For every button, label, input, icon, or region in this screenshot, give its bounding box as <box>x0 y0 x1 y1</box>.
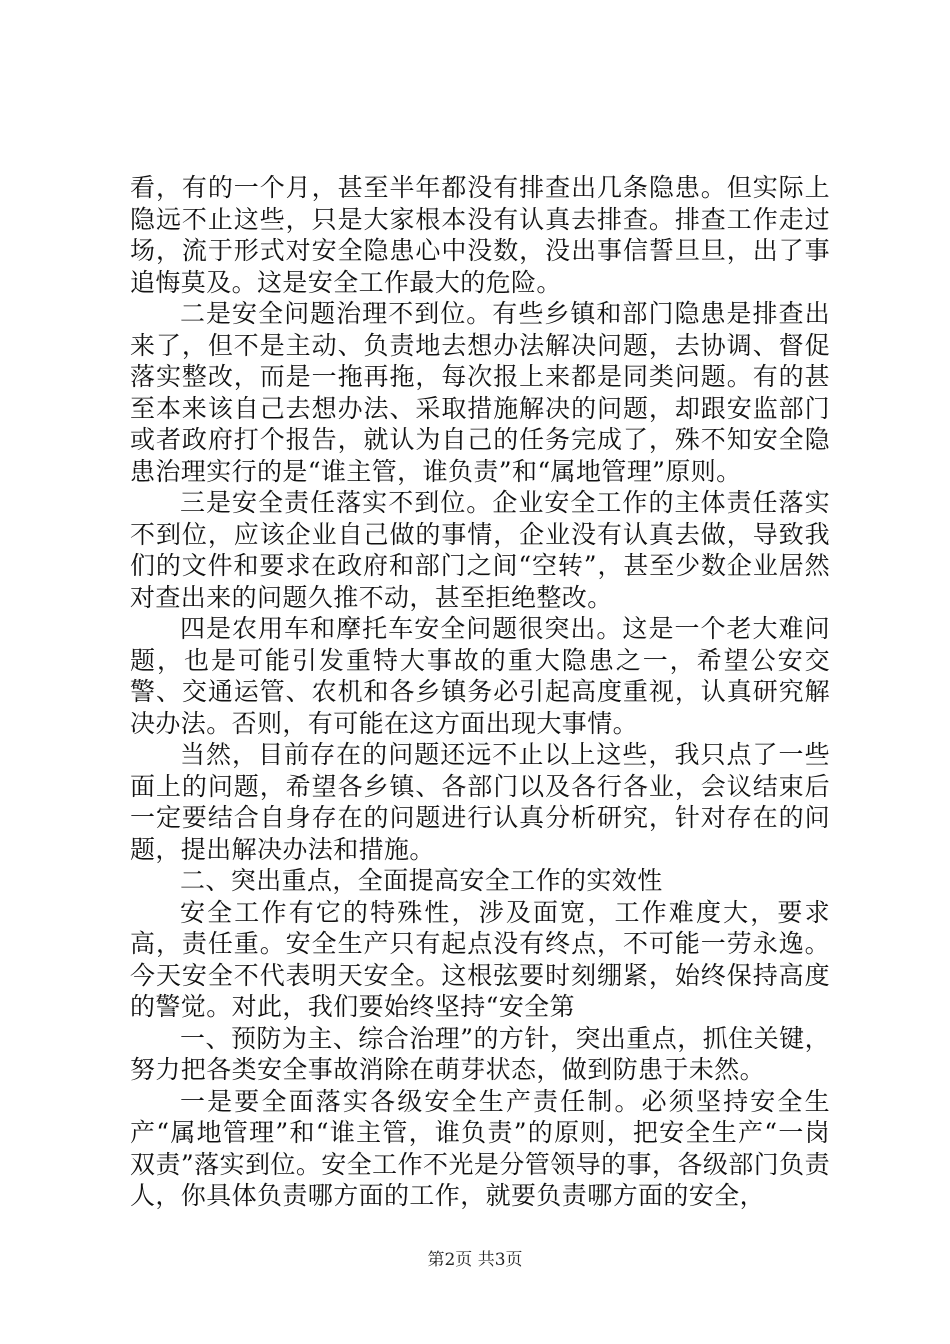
paragraph-2: 二是安全问题治理不到位。有些乡镇和部门隐患是排查出来了，但不是主动、负责地去想办法解决问题，去协调、督促落实整改，而是一拖再拖，每次报上来都是同类问题。有的甚至本来该自己去想办法、采取措施解决的问题，却跟安监部门或者政府打个报告，就认为自己的任务完成了，殊不知安全隐患治理实行的是“谁主管，谁负责”和“属地管理”原则。 <box>130 299 830 486</box>
paragraph-5: 当然，目前存在的问题还远不止以上这些，我只点了一些面上的问题，希望各乡镇、各部门以及各行各业，会议结束后一定要结合自身存在的问题进行认真分析研究，针对存在的问题，提出解决办法和措施。 <box>130 740 830 864</box>
paragraph-9: 一是要全面落实各级安全生产责任制。必须坚持安全生产“属地管理”和“谁主管，谁负责”的原则，把安全生产“一岗双责”落实到位。安全工作不光是分管领导的事，各级部门负责人，你具体负责哪方面的工作，就要负责哪方面的安全， <box>130 1086 830 1210</box>
paragraph-8: 一、预防为主、综合治理”的方针，突出重点，抓住关键，努力把各类安全事故消除在萌芽状态，做到防患于未然。 <box>130 1023 830 1084</box>
paragraph-7: 安全工作有它的特殊性，涉及面宽，工作难度大，要求高，责任重。安全生产只有起点没有终点，不可能一劳永逸。今天安全不代表明天安全。这根弦要时刻绷紧，始终保持高度的警觉。对此，我们要始终坚持“安全第 <box>130 897 830 1021</box>
page-footer: 第2页 共3页 <box>427 1250 523 1270</box>
section-heading: 二、突出重点，全面提高安全工作的实效性 <box>180 866 663 895</box>
paragraph-4: 四是农用车和摩托车安全问题很突出。这是一个老大难问题，也是可能引发重特大事故的重大隐患之一，希望公安交警、交通运管、农机和各乡镇务必引起高度重视，认真研究解决办法。否则，有可能在这方面出现大事情。 <box>130 614 830 738</box>
paragraph-3: 三是安全责任落实不到位。企业安全工作的主体责任落实不到位，应该企业自己做的事情，企业没有认真去做，导致我们的文件和要求在政府和部门之间“空转”，甚至少数企业居然对查出来的问题久推不动，甚至拒绝整改。 <box>130 488 830 612</box>
paragraph-1: 看，有的一个月，甚至半年都没有排查出几条隐患。但实际上隐远不止这些，只是大家根本没有认真去排查。排查工作走过场，流于形式对安全隐患心中没数，没出事信誓旦旦，出了事追悔莫及。这是安全工作最大的危险。 <box>130 173 830 297</box>
document-body <box>130 172 830 1212</box>
